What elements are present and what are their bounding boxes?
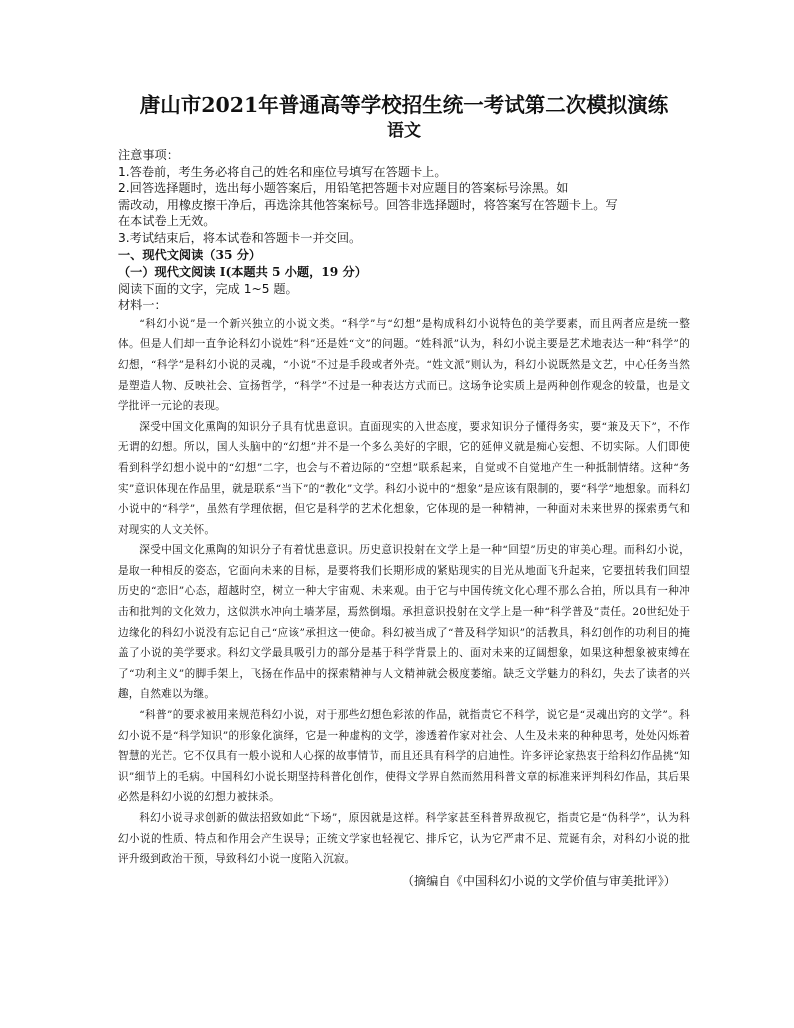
passage-paragraph: “科幻小说”是一个新兴独立的小说文类。“科学”与“幻想”是构成科幻小说特色的美学要素，而且两者应是统一整体。但是人们却一直争论科幻小说姓“科”还是姓“文”的问题。“姓科派”认为，科幻小说主要是艺术地表达一种“科学”的幻想，“科学”是科幻小说的灵魂，“小说”不过是手段或者外壳。“姓文派”则认为，科幻小说既然是文艺，中心任务当然是塑造人物、反映社会、宣扬哲学，“科学”不过是一种表达方式而已。这场争论实质上是两种创作观念的较量，也是文学批评一元论的表现。 [118, 317, 690, 413]
exam-subject: 语文 [387, 121, 421, 141]
exam-title: 唐山市2021年普通高等学校招生统一考试第二次模拟演练 [139, 93, 669, 117]
passage-paragraph: 深受中国文化熏陶的知识分子具有忧患意识。直面现实的入世态度，要求知识分子懂得务实，要“兼及天下”，不作无谓的幻想。所以，国人头脑中的“幻想”并不是一个多么美好的字眼，它的延伸义就是痴心妄想、不切实际。人们即使看到科学幻想小说中的“幻想”二字，也会与不着边际的“空想”联系起来，自觉或不自觉地产生一种抵制情绪。这种“务实”意识体现在作品里，就是联系“当下”的“教化”文学。科幻小说中的“想象”是应该有限制的，要“科学”地想象。而科幻小说中的“科学”，虽然有学理依据，但它是科学的艺术化想象，它体现的是一种精神，一种面对未来世界的探索勇气和对现实的人文关怀。 [118, 420, 690, 536]
sub-title: （一）现代文阅读 I(本题共 5 小题，19 分） [118, 264, 367, 279]
notes-heading: 注意事项： [118, 148, 179, 162]
notes-item: 3.考试结束后，将本试卷和答题卡一并交回。 [118, 230, 362, 245]
notes-item: 1.答卷前，考生务必将自己的姓名和座位号填写在答题卡上。 [118, 164, 447, 179]
part-title: 一、现代文阅读（35 分） [118, 247, 262, 262]
reading-instruction: 阅读下面的文字，完成 1~5 题。 [118, 281, 298, 296]
notes-item: 2.回答选择题时，选出每小题答案后，用铅笔把答题卡对应题目的答案标号涂黑。如 [118, 181, 569, 196]
passage-body [118, 314, 690, 870]
passage-paragraph: “科普”的要求被用来规范科幻小说，对于那些幻想色彩浓的作品，就指责它不科学，说它是“灵魂出窍的文学”。科幻小说不是“科学知识”的形象化演绎，它是一种虚构的文学，渗透着作家对社会、人生及未来的种种思考，处处闪烁着智慧的光芒。它不仅具有一般小说和人心探的故事情节，而且还具有科学的启迪性。许多评论家热衷于给科幻作品挑“知识”细节上的毛病。中国科幻小说长期坚持科普化创作，使得文学界自然而然用科普文章的标准来评判科幻作品，其后果必然是科幻小说的幻想力被抹杀。 [118, 709, 690, 804]
passage-source: （摘编自《中国科幻小说的文学价值与审美批评》） [401, 873, 676, 888]
passage-paragraph: 科幻小说寻求创新的做法招致如此“下场”，原因就是这样。科学家甚至科普界敌视它，指责它是“伪科学”，认为科幻小说的性质、特点和作用会产生误导；正统文学家也轻视它、排斥它，认为它严肃不足、荒诞有余，对科幻小说的批评升级到政治干预，导致科幻小说一度陷入沉寂。 [118, 812, 690, 866]
exam-notes [118, 147, 690, 247]
material-label: 材料一： [118, 298, 167, 313]
notes-item: 在本试卷上无效。 [118, 214, 216, 229]
notes-item: 需改动，用橡皮擦干净后，再选涂其他答案标号。回答非选择题时，将答案写在答题卡上。写 [118, 197, 618, 212]
passage-paragraph: 深受中国文化熏陶的知识分子有着忧患意识。历史意识投射在文学上是一种“回望”历史的审美心理。而科幻小说，是取一种相反的姿态，它面向未来的目标，是要将我们长期形成的紧贴现实的目光从地面飞升起来，它要扭转我们回望历史的“恋旧”心态，超越时空，树立一种大宇宙观、未来观。由于它与中国传统文化心理不那么合拍，所以具有一种冲击和批判的文化效力，这似洪水冲向土墙茅屋，焉然倒塌。承担意识投射在文学上是一种“科学普及”责任。20世纪处于边缘化的科幻小说没有忘记自己“应该”承担这一使命。科幻被当成了“普及科学知识”的活教具，科幻创作的功利目的掩盖了小说的美学要求。科幻文学最具吸引力的部分是基于科学背景上的、面对未来的辽阔想象，如果这种想象被束缚在了“功利主义”的脚手架上，飞扬在作品中的探索精神与人文精神就会极度萎缩。缺乏文学魅力的科幻，失去了读者的兴趣，自然难以为继。 [118, 544, 690, 701]
